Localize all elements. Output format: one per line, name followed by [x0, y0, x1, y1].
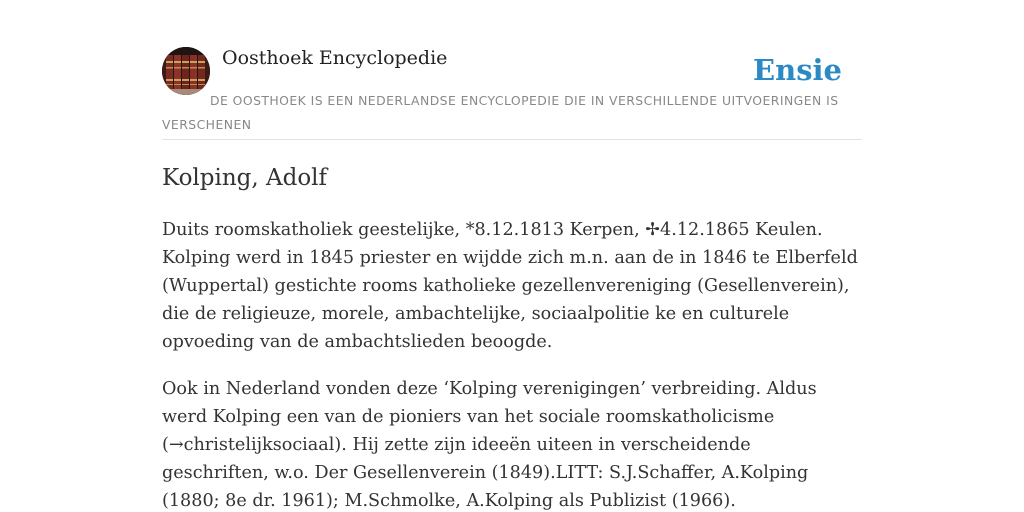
ensie-logo[interactable]: Ensie: [753, 53, 842, 87]
site-title[interactable]: Oosthoek Encyclopedie: [222, 47, 448, 69]
entry-body: [162, 216, 862, 512]
site-tagline: DE OOSTHOEK IS EEN NEDERLANDSE ENCYCLOPEDIE DIE IN VERSCHILLENDE UITVOERINGEN IS VERSCHENEN: [162, 93, 839, 132]
encyclopedia-books-icon[interactable]: [162, 47, 210, 95]
header-divider: [162, 139, 862, 140]
entry-title: Kolping, Adolf: [162, 165, 328, 191]
entry-paragraph: Duits roomskatholiek geestelijke, *8.12.1813 Kerpen, ✢4.12.1865 Keulen. Kolping werd in 1845 priester en wijdde zich m.n. aan de in 1846 te Elberfeld (Wuppertal) gestichte rooms katholieke gezellenvereniging (Gesellenverein), die de religieuze, morele, ambachtelijke, sociaalpolitie ke en culturele opvoeding van de ambachtslieden beoogde.: [162, 220, 858, 352]
entry-paragraph: Ook in Nederland vonden deze ‘Kolping verenigingen’ verbreiding. Aldus werd Kolping een van de pioniers van het sociale roomskatholicisme (→christelijksociaal). Hij zette zijn ideeën uiteen in verscheidende geschriften, w.o. Der Gesellenverein (1849).LITT: S.J.Schaffer, A.Kolping (1880; 8e dr. 1961); M.Schmolke, A.Kolping als Publizist (1966).: [162, 379, 817, 511]
